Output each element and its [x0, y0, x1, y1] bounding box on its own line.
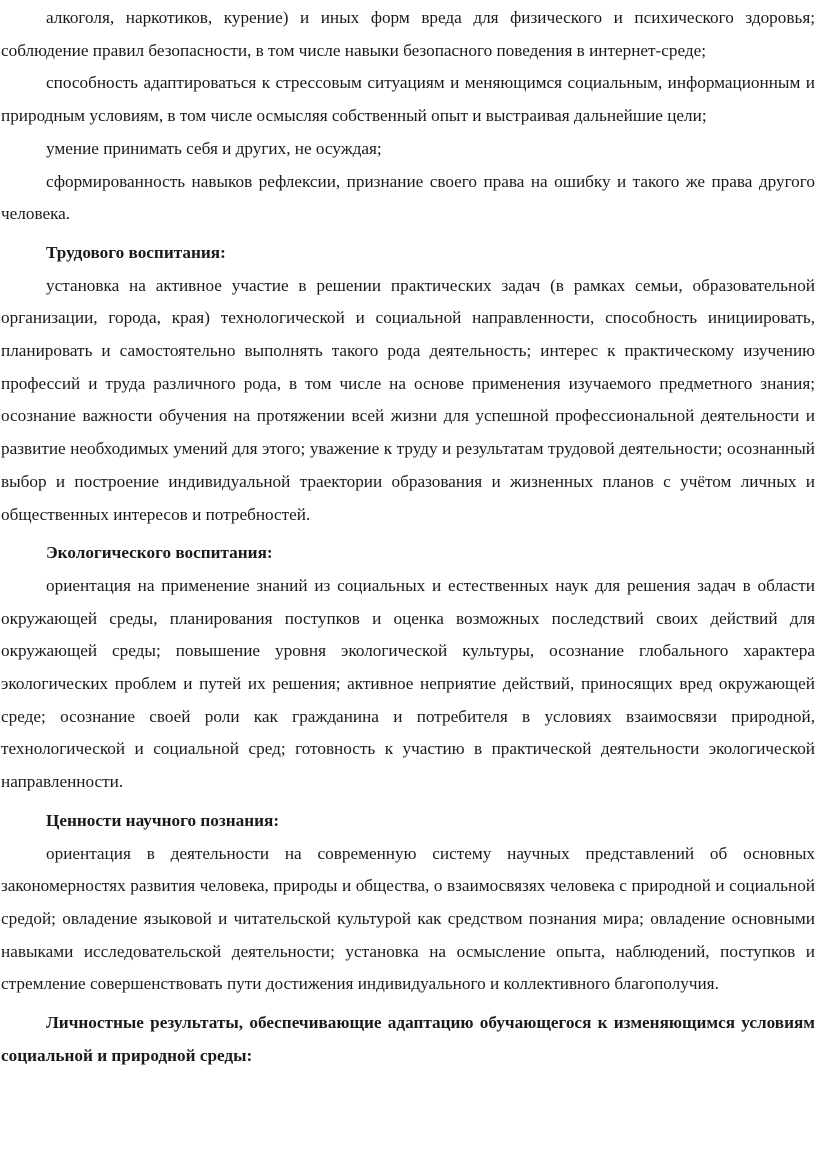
- paragraph-acceptance: умение принимать себя и других, не осуждая;: [46, 138, 382, 158]
- heading-personal-results-adaptation: Личностные результаты, обеспечивающие адаптацию обучающегося к изменяющимся условиям социальной и природной среды:: [1, 1013, 815, 1065]
- paragraph-reflection: сформированность навыков рефлексии, признание своего права на ошибку и такого же права другого человека.: [1, 171, 815, 224]
- heading-ecological-education: Экологического воспитания:: [46, 543, 273, 563]
- paragraph-ecological-education: ориентация на применение знаний из социальных и естественных наук для решения задач в области окружающей среды, планирования поступков и оценка возможных последствий своих действий для окружающей среды; повышение уровня экологической культуры, осознание глобального характера экологических проблем и путей их решения; активное неприятие действий, приносящих вред окружающей среде; осознание своей роли как гражданина и потребителя в условиях взаимосвязи природной, технологической и социальной сред; готовность к участию в практической деятельности экологической направленности.: [1, 575, 815, 792]
- paragraph-adaptation: способность адаптироваться к стрессовым ситуациям и меняющимся социальным, информационным и природным условиям, в том числе осмысляя собственный опыт и выстраивая дальнейшие цели;: [1, 73, 815, 126]
- heading-scientific-knowledge: Ценности научного познания:: [46, 810, 280, 830]
- paragraph-labor-education: установка на активное участие в решении практических задач (в рамках семьи, образовательной организации, города, края) технологической и социальной направленности, способность инициировать, планировать и самостоятельно выполнять такого рода деятельность; интерес к практическому изучению профессий и труда различного рода, в том числе на основе применения изучаемого предметного знания; осознание важности обучения на протяжении всей жизни для успешной профессиональной деятельности и развитие необходимых умений для этого; уважение к труду и результатам трудовой деятельности; осознанный выбор и построение индивидуальной траектории образования и жизненных планов с учётом личных и общественных интересов и потребностей.: [1, 275, 815, 524]
- heading-labor-education: Трудового воспитания:: [46, 242, 226, 262]
- paragraph-health-continuation: алкоголя, наркотиков, курение) и иных форм вреда для физического и психического здоровья; соблюдение правил безопасности, в том числе навыки безопасного поведения в интернет-среде;: [1, 8, 815, 60]
- paragraph-scientific-knowledge: ориентация в деятельности на современную систему научных представлений об основных закономерностях развития человека, природы и общества, о взаимосвязях человека с природной и социальной средой; овладение языковой и читательской культурой как средством познания мира; овладение основными навыками исследовательской деятельности; установка на осмысление опыта, наблюдений, поступков и стремление совершенствовать пути достижения индивидуального и коллективного благополучия.: [1, 843, 815, 994]
